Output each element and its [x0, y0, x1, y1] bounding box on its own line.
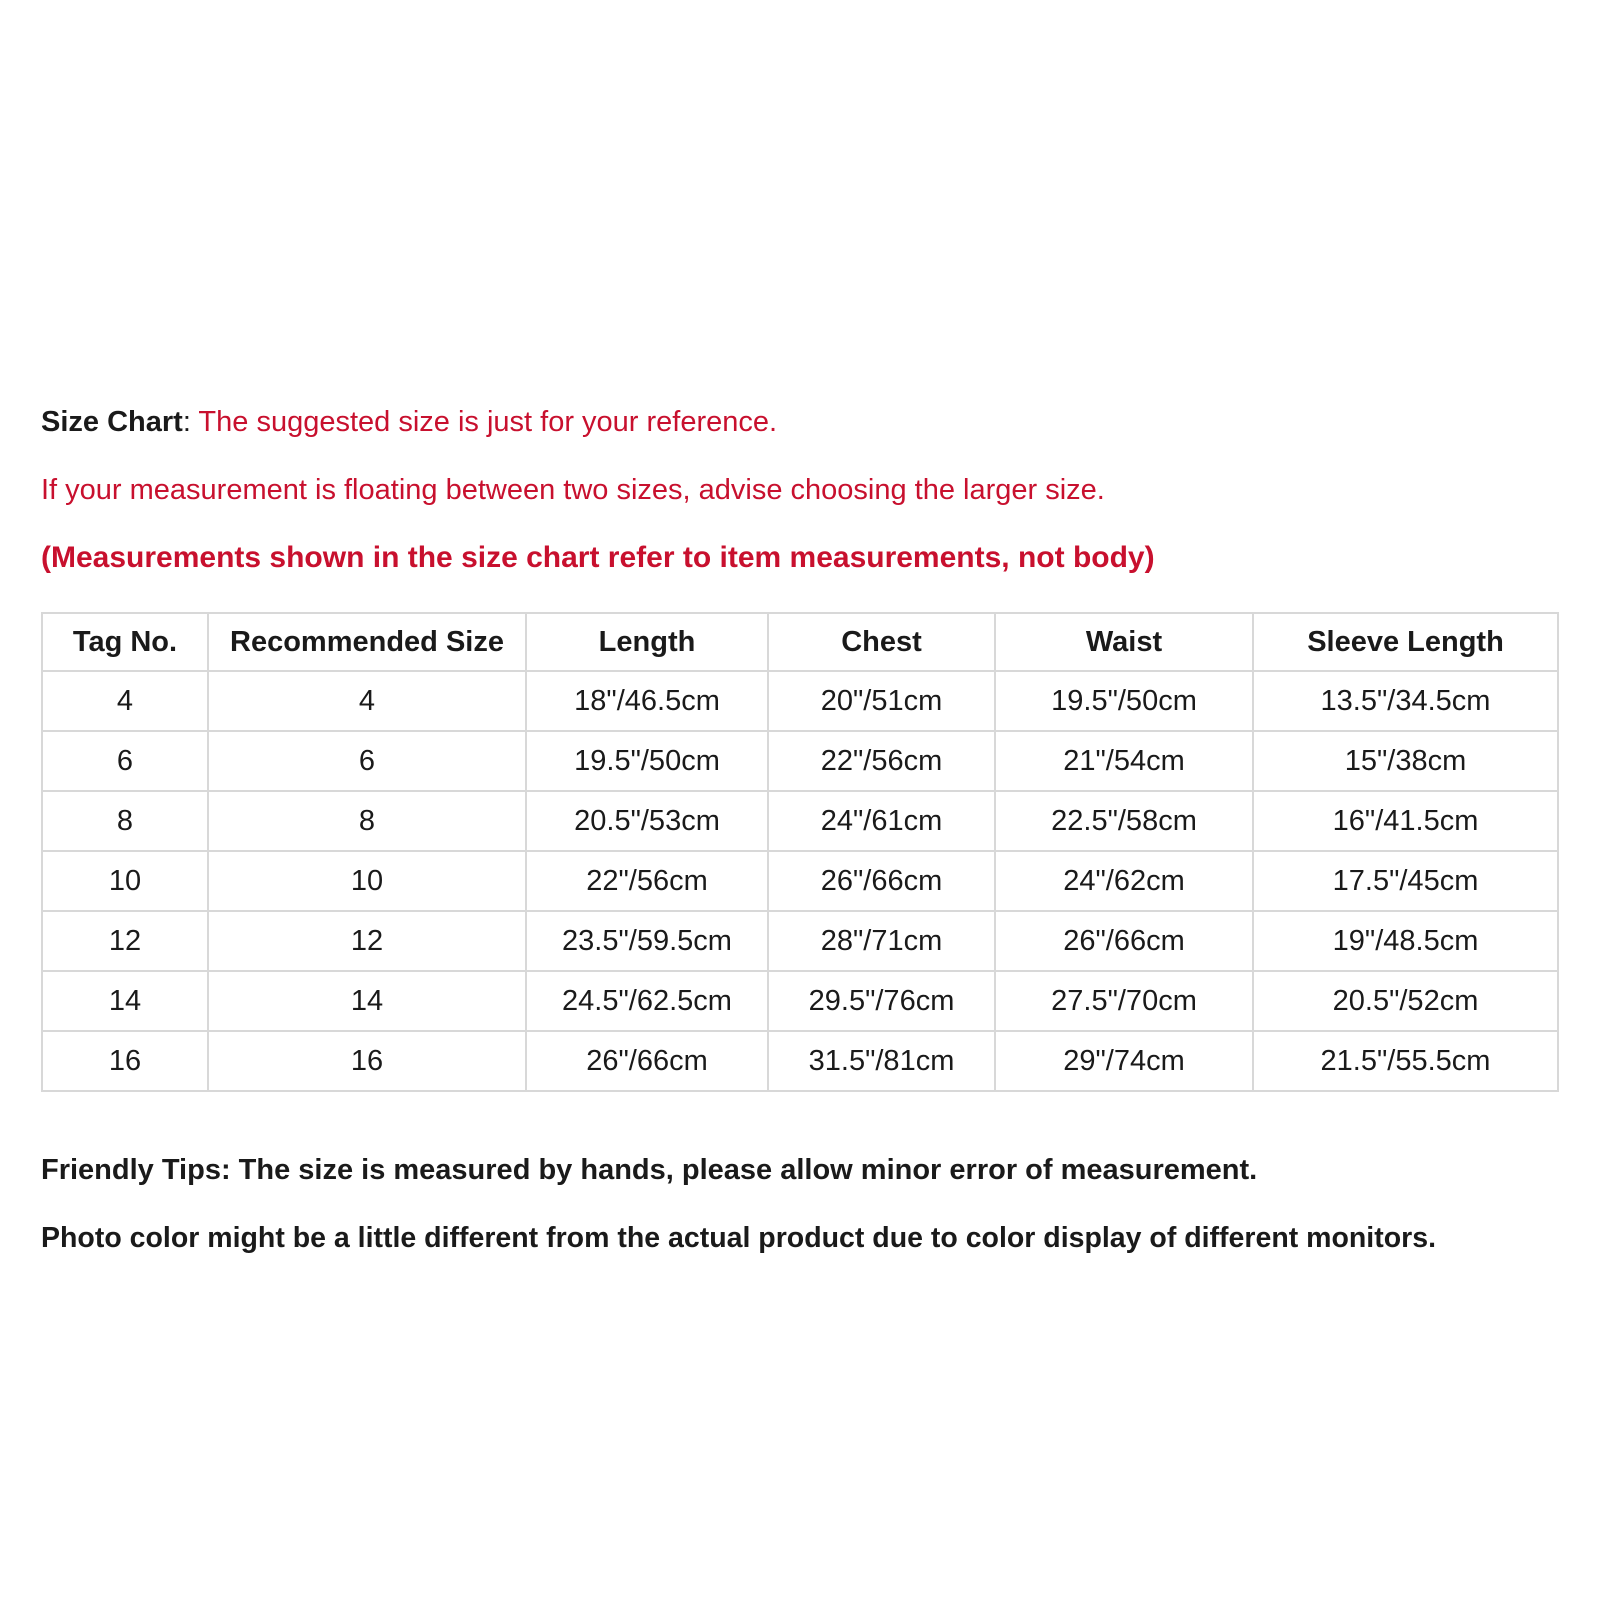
size-chart-intro [41, 404, 777, 440]
cell-waist: 24"/62cm [995, 851, 1253, 911]
size-chart-label: Size Chart [41, 406, 183, 438]
cell-tag-no: 14 [42, 971, 208, 1031]
cell-length: 23.5"/59.5cm [526, 911, 768, 971]
cell-sleeve-length: 21.5"/55.5cm [1253, 1031, 1558, 1091]
column-header-length: Length [526, 613, 768, 671]
table-row [42, 791, 1558, 851]
table-row [42, 971, 1558, 1031]
cell-length: 26"/66cm [526, 1031, 768, 1091]
column-header-chest: Chest [768, 613, 995, 671]
cell-sleeve-length: 13.5"/34.5cm [1253, 671, 1558, 731]
column-header-waist: Waist [995, 613, 1253, 671]
cell-chest: 24"/61cm [768, 791, 995, 851]
cell-chest: 20"/51cm [768, 671, 995, 731]
table-header-row [42, 613, 1558, 671]
cell-length: 19.5"/50cm [526, 731, 768, 791]
cell-length: 24.5"/62.5cm [526, 971, 768, 1031]
cell-chest: 22"/56cm [768, 731, 995, 791]
cell-chest: 26"/66cm [768, 851, 995, 911]
size-chart-colon: : [182, 406, 191, 438]
cell-recommended-size: 6 [208, 731, 526, 791]
cell-waist: 29"/74cm [995, 1031, 1253, 1091]
cell-sleeve-length: 16"/41.5cm [1253, 791, 1558, 851]
cell-length: 18"/46.5cm [526, 671, 768, 731]
cell-recommended-size: 16 [208, 1031, 526, 1091]
table-row [42, 851, 1558, 911]
column-header-recommended-size: Recommended Size [208, 613, 526, 671]
table-row [42, 671, 1558, 731]
cell-tag-no: 16 [42, 1031, 208, 1091]
cell-waist: 22.5"/58cm [995, 791, 1253, 851]
cell-tag-no: 10 [42, 851, 208, 911]
table-row [42, 731, 1558, 791]
cell-tag-no: 4 [42, 671, 208, 731]
cell-chest: 31.5"/81cm [768, 1031, 995, 1091]
cell-recommended-size: 14 [208, 971, 526, 1031]
cell-length: 20.5"/53cm [526, 791, 768, 851]
column-header-tag-no: Tag No. [42, 613, 208, 671]
cell-waist: 21"/54cm [995, 731, 1253, 791]
cell-length: 22"/56cm [526, 851, 768, 911]
cell-tag-no: 6 [42, 731, 208, 791]
cell-waist: 27.5"/70cm [995, 971, 1253, 1031]
table-row [42, 1031, 1558, 1091]
table-row [42, 911, 1558, 971]
cell-chest: 28"/71cm [768, 911, 995, 971]
cell-sleeve-length: 19"/48.5cm [1253, 911, 1558, 971]
cell-waist: 26"/66cm [995, 911, 1253, 971]
column-header-sleeve-length: Sleeve Length [1253, 613, 1558, 671]
measurement-note: (Measurements shown in the size chart refer to item measurements, not body) [41, 541, 1155, 574]
cell-recommended-size: 10 [208, 851, 526, 911]
reference-note: The suggested size is just for your reference. [190, 406, 778, 438]
cell-chest: 29.5"/76cm [768, 971, 995, 1031]
cell-tag-no: 8 [42, 791, 208, 851]
friendly-tips: Friendly Tips: The size is measured by hands, please allow minor error of measurement. [41, 1154, 1258, 1186]
cell-tag-no: 12 [42, 911, 208, 971]
cell-sleeve-length: 17.5"/45cm [1253, 851, 1558, 911]
size-table [41, 612, 1559, 1092]
cell-recommended-size: 12 [208, 911, 526, 971]
cell-recommended-size: 4 [208, 671, 526, 731]
cell-sleeve-length: 20.5"/52cm [1253, 971, 1558, 1031]
cell-sleeve-length: 15"/38cm [1253, 731, 1558, 791]
cell-recommended-size: 8 [208, 791, 526, 851]
color-disclaimer: Photo color might be a little different from the actual product due to color display of different monitors. [41, 1222, 1436, 1254]
cell-waist: 19.5"/50cm [995, 671, 1253, 731]
size-advice: If your measurement is floating between two sizes, advise choosing the larger size. [41, 474, 1105, 506]
